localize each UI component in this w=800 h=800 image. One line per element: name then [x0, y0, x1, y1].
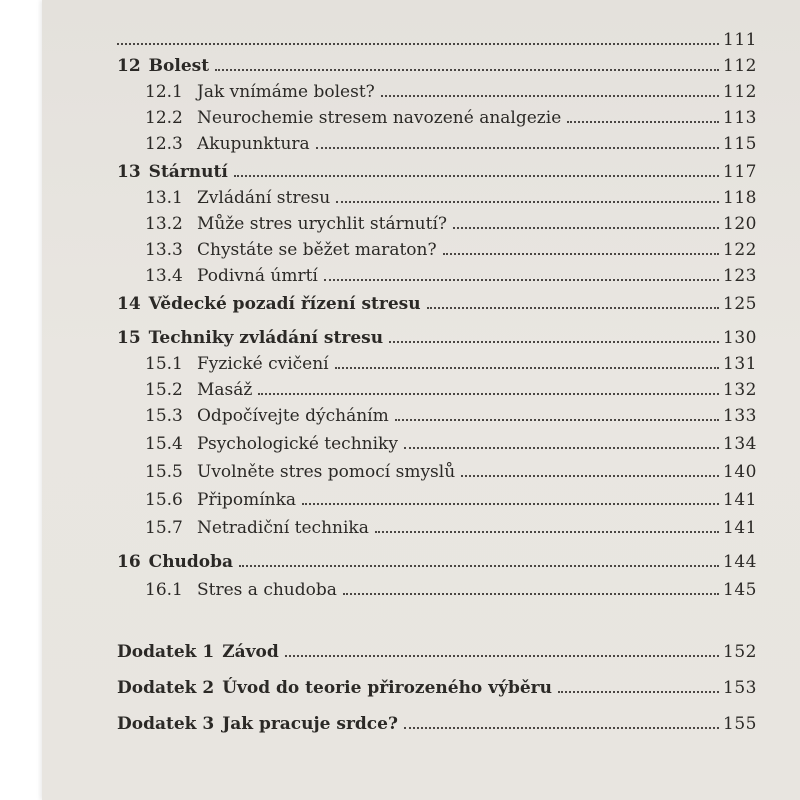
chapter-title: Bolest — [148, 56, 210, 76]
dot-leader — [117, 43, 719, 45]
section-title: Jak vnímáme bolest? — [197, 82, 375, 102]
section-title: Odpočívejte dýcháním — [197, 406, 389, 426]
section-title: Psychologické techniky — [197, 434, 398, 454]
page-number: 145 — [723, 580, 757, 600]
toc-section-12-3 — [117, 124, 757, 154]
dot-leader — [258, 393, 719, 395]
chapter-number: 13 — [117, 162, 141, 182]
section-number: 12.3 — [145, 134, 183, 154]
section-number: 13.3 — [145, 240, 183, 260]
dot-leader — [461, 475, 719, 477]
toc-section-15-4 — [117, 424, 757, 454]
book-page — [42, 0, 800, 800]
section-number: 13.2 — [145, 214, 183, 234]
page-number: 122 — [723, 240, 757, 260]
section-number: 15.2 — [145, 380, 183, 400]
dot-leader — [381, 95, 719, 97]
page-number: 141 — [723, 490, 757, 510]
page-number: 133 — [723, 406, 757, 426]
dot-leader — [558, 691, 719, 693]
page-number: 152 — [723, 642, 757, 662]
section-number: 15.1 — [145, 354, 183, 374]
page-number: 118 — [723, 188, 757, 208]
dot-leader — [324, 279, 719, 281]
appendix-label: Dodatek 2 — [117, 678, 215, 698]
toc-section-15-7 — [117, 508, 757, 538]
page-number: 153 — [723, 678, 757, 698]
section-title: Připomínka — [197, 490, 297, 510]
chapter-number: 16 — [117, 552, 141, 572]
page-number: 123 — [723, 266, 757, 286]
dot-leader — [215, 69, 719, 71]
section-number: 12.1 — [145, 82, 183, 102]
toc-section-15-6 — [117, 480, 757, 510]
appendix-label: Dodatek 1 — [117, 642, 215, 662]
appendix-label: Dodatek 3 — [117, 714, 215, 734]
dot-leader — [234, 175, 719, 177]
page-number: 117 — [723, 162, 757, 182]
page-number: 115 — [723, 134, 757, 154]
toc-section-16-1 — [117, 570, 757, 600]
dot-leader — [453, 227, 719, 229]
page-number: 111 — [723, 30, 757, 50]
page-number: 131 — [723, 354, 757, 374]
chapter-number: 12 — [117, 56, 141, 76]
page-number: 141 — [723, 518, 757, 538]
section-title: Fyzické cvičení — [197, 354, 329, 374]
dot-leader — [389, 341, 719, 343]
section-number: 13.1 — [145, 188, 183, 208]
dot-leader — [316, 147, 719, 149]
chapter-title: Vědecké pozadí řízení stresu — [148, 294, 421, 314]
section-title: Zvládání stresu — [197, 188, 331, 208]
chapter-title: Chudoba — [148, 552, 234, 572]
section-number: 15.5 — [145, 462, 183, 482]
dot-leader — [567, 121, 719, 123]
dot-leader — [285, 655, 719, 657]
appendix-title: Úvod do teorie přirozeného výběru — [222, 678, 552, 698]
section-title: Chystáte se běžet maraton? — [197, 240, 437, 260]
section-title: Stres a chudoba — [197, 580, 337, 600]
page-number: 134 — [723, 434, 757, 454]
dot-leader — [335, 367, 719, 369]
dot-leader — [427, 307, 719, 309]
toc-appendix-3 — [117, 704, 757, 734]
dot-leader — [239, 565, 719, 567]
dot-leader — [395, 419, 719, 421]
page-number: 140 — [723, 462, 757, 482]
section-number: 16.1 — [145, 580, 183, 600]
dot-leader — [404, 447, 719, 449]
dot-leader — [302, 503, 719, 505]
toc-section-13-4 — [117, 256, 757, 286]
chapter-title: Techniky zvládání stresu — [148, 328, 384, 348]
section-title: Netradiční technika — [197, 518, 369, 538]
appendix-title: Jak pracuje srdce? — [222, 714, 398, 734]
page-number: 120 — [723, 214, 757, 234]
toc-chapter-14 — [117, 284, 757, 314]
page-number: 113 — [723, 108, 757, 128]
section-number: 15.4 — [145, 434, 183, 454]
chapter-number: 15 — [117, 328, 141, 348]
chapter-number: 14 — [117, 294, 141, 314]
chapter-title: Stárnutí — [148, 162, 228, 182]
dot-leader — [443, 253, 719, 255]
dot-leader — [375, 531, 719, 533]
page-number: 112 — [723, 82, 757, 102]
toc-section-15-5 — [117, 452, 757, 482]
page-number: 144 — [723, 552, 757, 572]
page-number: 112 — [723, 56, 757, 76]
page-number: 130 — [723, 328, 757, 348]
toc-appendix-1 — [117, 632, 757, 662]
appendix-title: Závod — [222, 642, 279, 662]
page-number: 125 — [723, 294, 757, 314]
section-number: 12.2 — [145, 108, 183, 128]
dot-leader — [343, 593, 719, 595]
dot-leader — [404, 727, 719, 729]
section-title: Neurochemie stresem navozené analgezie — [197, 108, 562, 128]
toc-appendix-2 — [117, 668, 757, 698]
page-number: 155 — [723, 714, 757, 734]
section-title: Uvolněte stres pomocí smyslů — [197, 462, 456, 482]
dot-leader — [336, 201, 719, 203]
section-number: 15.7 — [145, 518, 183, 538]
section-title: Masáž — [197, 380, 253, 400]
toc-chapter-16 — [117, 542, 757, 572]
section-title: Akupunktura — [197, 134, 310, 154]
section-number: 13.4 — [145, 266, 183, 286]
page-number: 132 — [723, 380, 757, 400]
section-title: Může stres urychlit stárnutí? — [197, 214, 448, 234]
section-number: 15.3 — [145, 406, 183, 426]
section-number: 15.6 — [145, 490, 183, 510]
section-title: Podivná úmrtí — [197, 266, 318, 286]
toc-section-15-3 — [117, 396, 757, 426]
